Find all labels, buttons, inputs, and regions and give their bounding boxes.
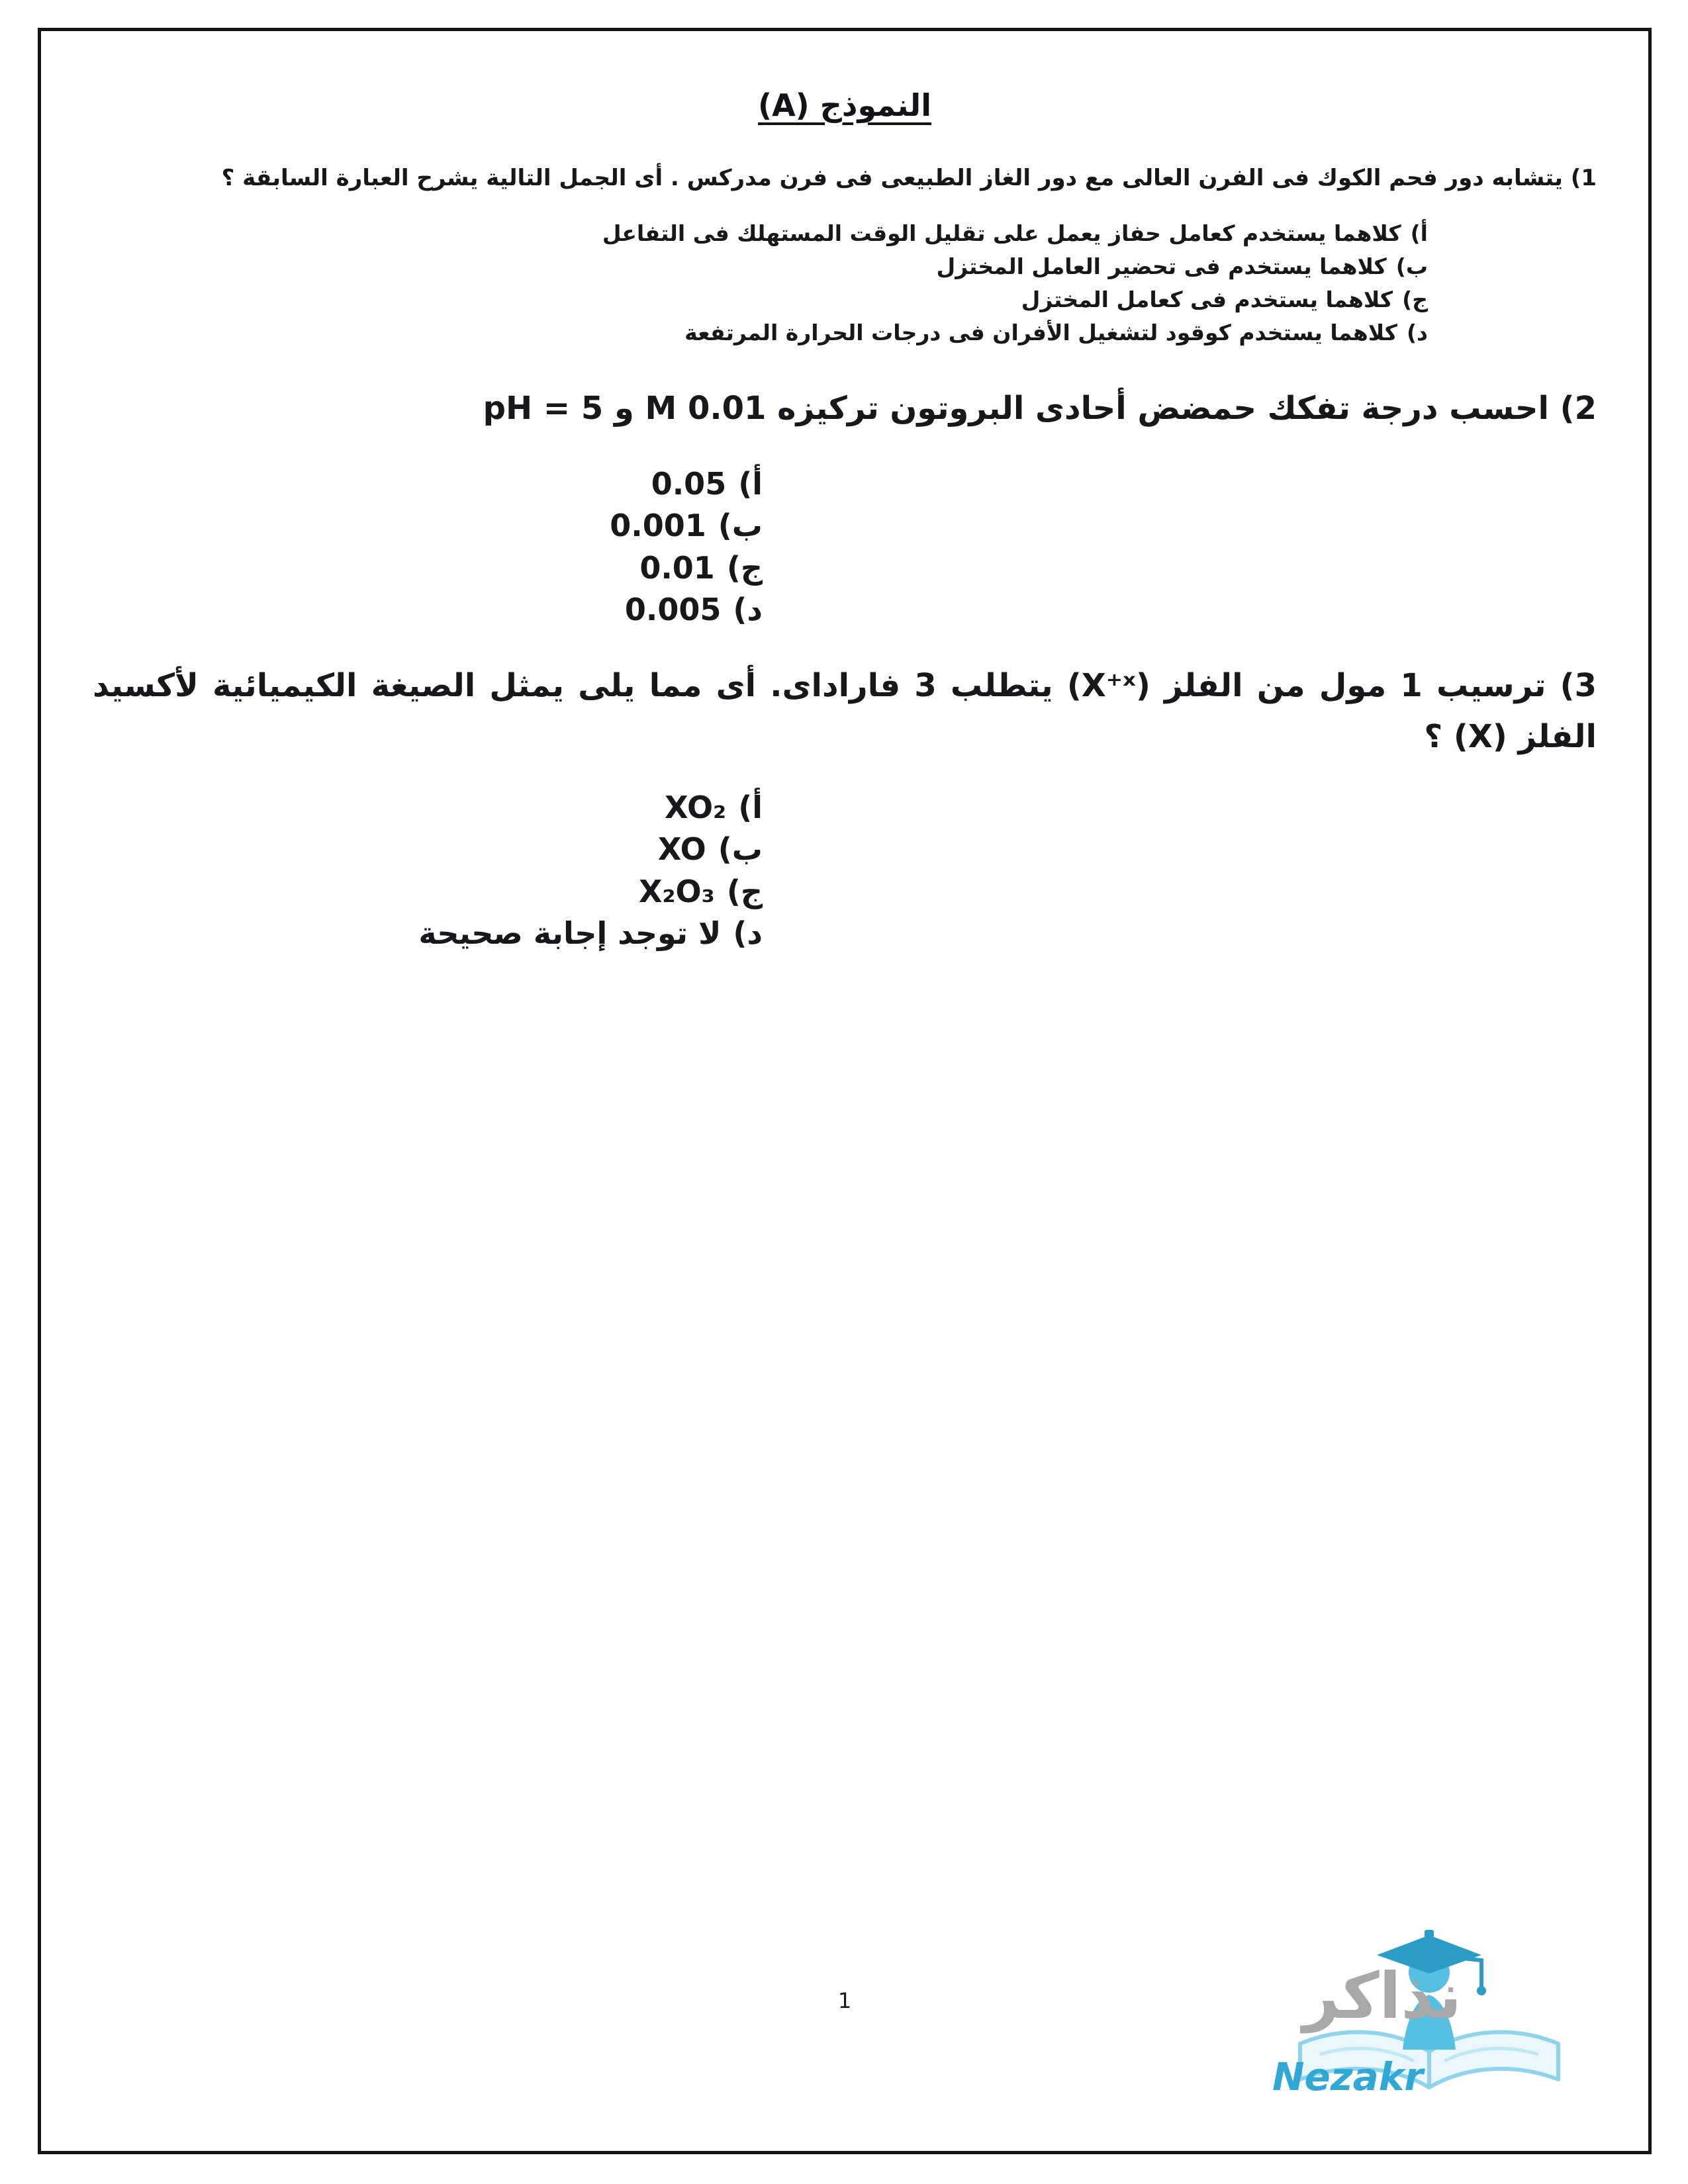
question-2-option-c	[93, 547, 763, 589]
logo-arabic-wordmark: نذاكر	[1303, 1959, 1462, 2033]
option-label: ب)	[718, 508, 763, 544]
option-text: لا توجد إجابة صحيحة	[418, 915, 722, 952]
option-label: د)	[733, 915, 763, 952]
question-1-option-a	[93, 218, 1428, 250]
option-label: د)	[1406, 319, 1428, 345]
option-text: 0.05	[651, 465, 727, 502]
option-label: ج)	[726, 549, 763, 586]
page-number: 1	[837, 1988, 852, 2013]
question-3	[93, 660, 1597, 955]
option-text: كلاهما يستخدم فى كعامل المختزل	[1021, 287, 1393, 313]
question-3-option-a	[93, 787, 763, 829]
question-2	[93, 383, 1597, 631]
option-label: ب)	[1395, 253, 1428, 280]
question-2-option-b	[93, 505, 763, 547]
question-3-text: 3) ترسيب 1 مول من الفلز (X⁺ˣ) يتطلب 3 فاراداى. أى مما يلى يمثل الصيغة الكيميائية لأكسيد الفلز (X) ؟	[93, 666, 1597, 756]
page-content	[41, 31, 1648, 955]
nezakr-logo	[1268, 1881, 1590, 2099]
option-label: ج)	[1402, 287, 1428, 313]
question-2-option-d	[93, 589, 763, 631]
option-text: 0.005	[624, 592, 722, 628]
question-1-option-b	[93, 251, 1428, 283]
page-border-frame	[38, 28, 1652, 2154]
option-label: ب)	[718, 831, 763, 868]
option-label: ج)	[726, 873, 763, 909]
option-text: X₂O₃	[638, 873, 715, 909]
question-1-option-c	[93, 285, 1428, 316]
question-2-options	[93, 463, 1597, 631]
option-label: أ)	[1410, 220, 1428, 247]
option-text: كلاهما يستخدم فى تحضير العامل المختزل	[936, 253, 1387, 280]
logo-latin-wordmark: Nezakr	[1272, 2054, 1423, 2099]
question-2-text: 2) احسب درجة تفكك حمضض أحادى البروتون تركيزه 0.01 M و pH = 5	[483, 389, 1597, 427]
option-text: XO₂	[665, 790, 727, 825]
option-label: د)	[733, 592, 763, 628]
question-1-options	[93, 218, 1597, 348]
option-label: أ)	[738, 790, 763, 825]
option-text: كلاهما يستخدم كوقود لتشغيل الأفران فى درجات الحرارة المرتفعة	[684, 319, 1397, 345]
option-text: 0.001	[610, 508, 706, 544]
option-text: كلاهما يستخدم كعامل حفاز يعمل على تقليل الوقت المستهلك فى التفاعل	[602, 220, 1401, 247]
page-title: النموذج (A)	[758, 87, 931, 123]
question-3-option-d	[93, 913, 763, 954]
question-3-option-c	[93, 871, 763, 913]
question-1-text: 1) يتشابه دور فحم الكوك فى الفرن العالى مع دور الغاز الطبيعى فى فرن مدركس . أى الجمل التالية يشرح العبارة السابقة ؟	[221, 165, 1597, 191]
question-2-option-a	[93, 463, 763, 505]
option-text: 0.01	[639, 549, 715, 586]
question-3-option-b	[93, 829, 763, 870]
option-label: أ)	[738, 465, 763, 502]
option-text: XO	[657, 831, 706, 868]
question-3-options	[93, 787, 1597, 955]
question-1-option-d	[93, 318, 1428, 349]
question-1	[93, 160, 1597, 349]
